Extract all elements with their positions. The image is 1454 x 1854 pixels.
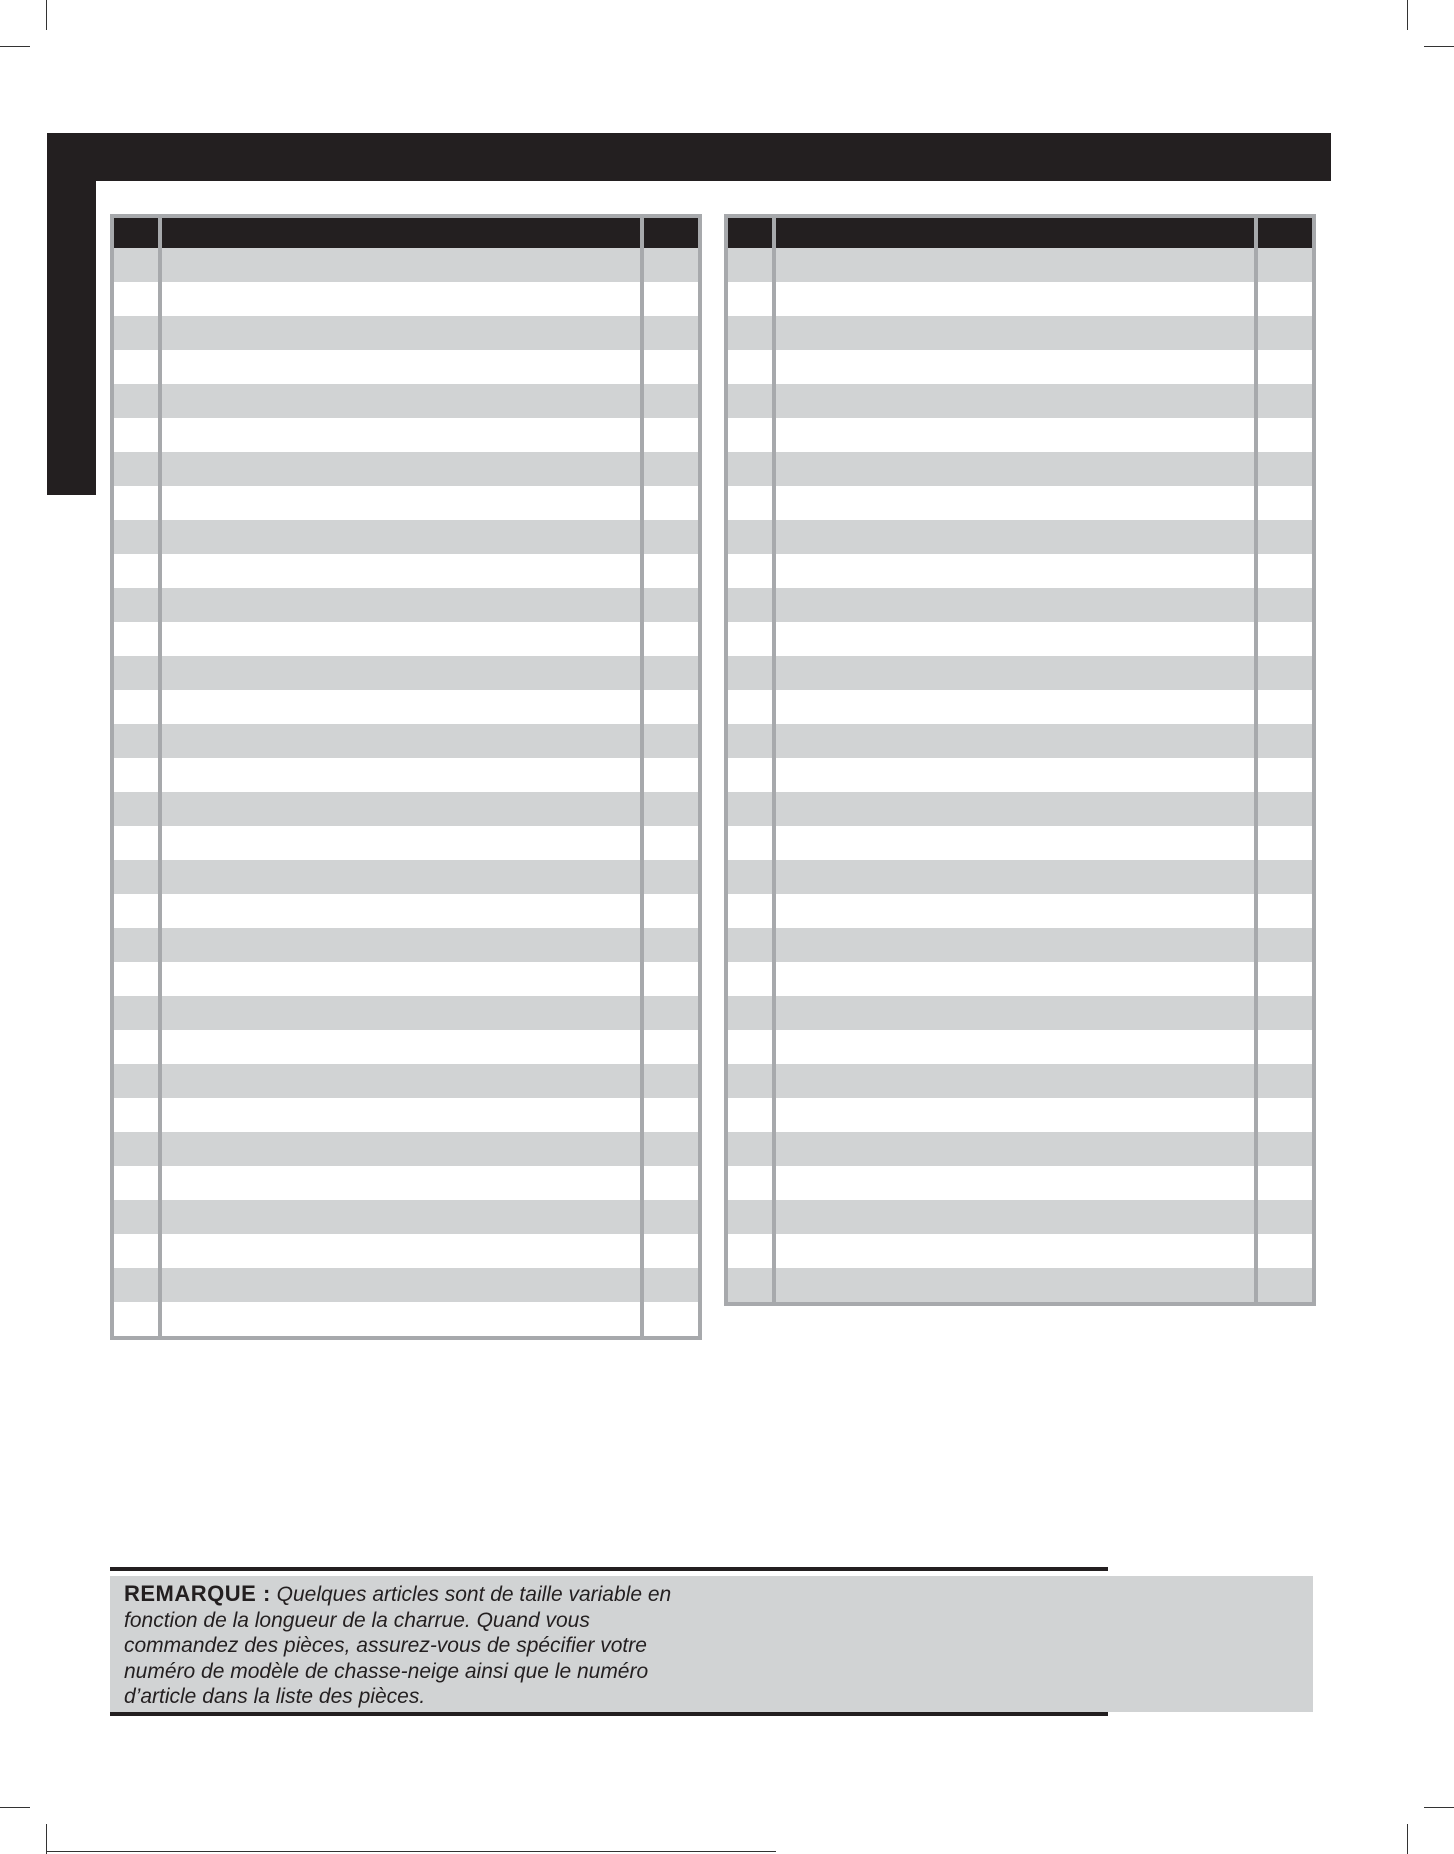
- cell-item: [726, 384, 774, 418]
- table-row: [726, 1098, 1314, 1132]
- table-row: [112, 1030, 700, 1064]
- trim-line: [46, 1851, 776, 1852]
- table-row: [112, 996, 700, 1030]
- parts-table-left: [110, 214, 702, 1340]
- cell-qty: [1256, 418, 1314, 452]
- table-row: [726, 1200, 1314, 1234]
- cell-description: [774, 1268, 1255, 1304]
- cell-description: [160, 622, 641, 656]
- cell-item: [112, 622, 160, 656]
- cell-qty: [642, 758, 700, 792]
- cell-item: [112, 1132, 160, 1166]
- table-row: [726, 1064, 1314, 1098]
- table-row: [726, 588, 1314, 622]
- cell-qty: [642, 622, 700, 656]
- cell-description: [160, 1200, 641, 1234]
- cell-description: [160, 1098, 641, 1132]
- cell-description: [774, 996, 1255, 1030]
- cell-item: [112, 1166, 160, 1200]
- cell-description: [160, 588, 641, 622]
- cell-qty: [1256, 282, 1314, 316]
- table-row: [112, 282, 700, 316]
- cell-qty: [1256, 724, 1314, 758]
- cell-item: [112, 588, 160, 622]
- cell-item: [726, 316, 774, 350]
- cell-description: [774, 1166, 1255, 1200]
- cell-qty: [1256, 826, 1314, 860]
- table-row: [112, 656, 700, 690]
- cell-item: [726, 248, 774, 282]
- crop-mark: [46, 1824, 47, 1854]
- cell-description: [774, 520, 1255, 554]
- table-header-row: [726, 216, 1314, 248]
- cell-item: [726, 350, 774, 384]
- cell-item: [726, 1030, 774, 1064]
- cell-description: [160, 656, 641, 690]
- cell-qty: [1256, 1030, 1314, 1064]
- cell-item: [112, 350, 160, 384]
- table-row: [726, 248, 1314, 282]
- table-row: [112, 554, 700, 588]
- note-text: [124, 1581, 704, 1710]
- cell-item: [726, 894, 774, 928]
- cell-qty: [642, 724, 700, 758]
- cell-description: [774, 1200, 1255, 1234]
- header-cell-description: [160, 216, 641, 248]
- header-cell-qty: [1256, 216, 1314, 248]
- table-row: [112, 350, 700, 384]
- cell-item: [726, 996, 774, 1030]
- cell-qty: [642, 588, 700, 622]
- table-row: [726, 316, 1314, 350]
- cell-description: [160, 860, 641, 894]
- table-row: [112, 486, 700, 520]
- cell-qty: [642, 282, 700, 316]
- cell-description: [774, 690, 1255, 724]
- table-row: [726, 826, 1314, 860]
- cell-item: [726, 792, 774, 826]
- cell-item: [726, 1132, 774, 1166]
- table-row: [112, 1234, 700, 1268]
- table-row: [112, 792, 700, 826]
- side-tab-bar: [47, 133, 96, 495]
- cell-item: [112, 792, 160, 826]
- cell-item: [726, 418, 774, 452]
- cell-item: [112, 554, 160, 588]
- cell-qty: [642, 1302, 700, 1338]
- cell-description: [774, 588, 1255, 622]
- cell-qty: [642, 350, 700, 384]
- cell-description: [160, 1268, 641, 1302]
- table-row: [726, 894, 1314, 928]
- cell-qty: [1256, 928, 1314, 962]
- cell-qty: [1256, 486, 1314, 520]
- cell-description: [774, 486, 1255, 520]
- cell-item: [726, 1268, 774, 1304]
- cell-qty: [1256, 350, 1314, 384]
- note-bottom-rule: [110, 1712, 1108, 1716]
- cell-item: [726, 1234, 774, 1268]
- cell-description: [774, 962, 1255, 996]
- cell-qty: [1256, 622, 1314, 656]
- cell-item: [112, 486, 160, 520]
- cell-item: [726, 622, 774, 656]
- cell-item: [726, 690, 774, 724]
- cell-description: [160, 928, 641, 962]
- cell-item: [726, 758, 774, 792]
- cell-item: [726, 520, 774, 554]
- cell-description: [774, 384, 1255, 418]
- cell-description: [160, 758, 641, 792]
- cell-description: [160, 1234, 641, 1268]
- cell-qty: [1256, 656, 1314, 690]
- cell-description: [774, 758, 1255, 792]
- cell-item: [726, 1166, 774, 1200]
- cell-qty: [1256, 1268, 1314, 1304]
- table-row: [726, 520, 1314, 554]
- cell-qty: [642, 384, 700, 418]
- table-row: [112, 622, 700, 656]
- cell-description: [774, 1064, 1255, 1098]
- table-row: [726, 724, 1314, 758]
- cell-item: [112, 1030, 160, 1064]
- table-row: [112, 690, 700, 724]
- cell-item: [726, 588, 774, 622]
- note-label: REMARQUE :: [124, 1581, 271, 1606]
- table-row: [112, 316, 700, 350]
- cell-description: [774, 554, 1255, 588]
- table-row: [726, 486, 1314, 520]
- header-cell-qty: [642, 216, 700, 248]
- table-row: [112, 1302, 700, 1338]
- cell-item: [112, 894, 160, 928]
- cell-item: [726, 962, 774, 996]
- cell-description: [774, 316, 1255, 350]
- cell-qty: [1256, 1132, 1314, 1166]
- cell-item: [726, 1098, 774, 1132]
- table-row: [112, 724, 700, 758]
- cell-description: [774, 860, 1255, 894]
- table-row: [726, 656, 1314, 690]
- crop-mark: [1407, 0, 1408, 30]
- cell-qty: [1256, 1234, 1314, 1268]
- cell-item: [726, 724, 774, 758]
- cell-qty: [1256, 520, 1314, 554]
- cell-qty: [642, 690, 700, 724]
- cell-item: [112, 928, 160, 962]
- cell-description: [774, 894, 1255, 928]
- crop-mark: [0, 1807, 30, 1808]
- cell-description: [160, 894, 641, 928]
- cell-description: [160, 350, 641, 384]
- cell-qty: [642, 1200, 700, 1234]
- table-row: [726, 1132, 1314, 1166]
- cell-qty: [642, 316, 700, 350]
- header-cell-item: [112, 216, 160, 248]
- cell-description: [160, 486, 641, 520]
- cell-description: [160, 452, 641, 486]
- table-row: [112, 1098, 700, 1132]
- cell-description: [774, 350, 1255, 384]
- cell-item: [112, 1098, 160, 1132]
- cell-item: [112, 1302, 160, 1338]
- table-row: [112, 1166, 700, 1200]
- cell-qty: [1256, 248, 1314, 282]
- cell-item: [112, 962, 160, 996]
- cell-qty: [1256, 996, 1314, 1030]
- table-row: [112, 1200, 700, 1234]
- table-row: [112, 384, 700, 418]
- cell-item: [112, 656, 160, 690]
- table-row: [726, 418, 1314, 452]
- cell-item: [726, 826, 774, 860]
- cell-description: [160, 384, 641, 418]
- cell-qty: [642, 928, 700, 962]
- table-row: [726, 350, 1314, 384]
- cell-qty: [642, 248, 700, 282]
- cell-item: [112, 724, 160, 758]
- cell-description: [160, 1302, 641, 1338]
- cell-item: [112, 384, 160, 418]
- table-row: [726, 384, 1314, 418]
- cell-item: [726, 282, 774, 316]
- cell-qty: [642, 1030, 700, 1064]
- cell-qty: [642, 962, 700, 996]
- cell-qty: [1256, 860, 1314, 894]
- crop-mark: [1424, 46, 1454, 47]
- cell-item: [726, 928, 774, 962]
- table-row: [726, 962, 1314, 996]
- table-row: [112, 962, 700, 996]
- cell-qty: [642, 1098, 700, 1132]
- crop-mark: [1407, 1824, 1408, 1854]
- cell-item: [112, 1268, 160, 1302]
- header-cell-item: [726, 216, 774, 248]
- cell-item: [112, 826, 160, 860]
- cell-qty: [642, 826, 700, 860]
- table-row: [112, 1268, 700, 1302]
- table-row: [726, 860, 1314, 894]
- cell-description: [160, 996, 641, 1030]
- table-row: [726, 996, 1314, 1030]
- cell-qty: [1256, 1098, 1314, 1132]
- table-body: [112, 248, 700, 1338]
- note-box: [110, 1576, 1313, 1712]
- cell-description: [160, 520, 641, 554]
- cell-description: [160, 690, 641, 724]
- header-cell-description: [774, 216, 1255, 248]
- cell-description: [160, 1166, 641, 1200]
- table-row: [726, 690, 1314, 724]
- cell-item: [726, 554, 774, 588]
- cell-description: [774, 792, 1255, 826]
- cell-item: [112, 860, 160, 894]
- cell-description: [160, 962, 641, 996]
- cell-description: [774, 656, 1255, 690]
- table-row: [726, 1234, 1314, 1268]
- cell-qty: [1256, 792, 1314, 826]
- cell-description: [160, 1132, 641, 1166]
- cell-qty: [642, 996, 700, 1030]
- cell-description: [774, 1098, 1255, 1132]
- cell-qty: [642, 520, 700, 554]
- table-row: [112, 418, 700, 452]
- cell-item: [112, 452, 160, 486]
- cell-description: [160, 248, 641, 282]
- table-row: [726, 758, 1314, 792]
- table-row: [112, 452, 700, 486]
- cell-item: [726, 656, 774, 690]
- cell-qty: [642, 1234, 700, 1268]
- cell-description: [774, 928, 1255, 962]
- cell-item: [726, 452, 774, 486]
- cell-qty: [642, 1132, 700, 1166]
- table-row: [726, 554, 1314, 588]
- cell-description: [160, 282, 641, 316]
- table-row: [726, 452, 1314, 486]
- cell-qty: [642, 554, 700, 588]
- cell-qty: [642, 656, 700, 690]
- crop-mark: [46, 0, 47, 30]
- cell-qty: [642, 452, 700, 486]
- cell-description: [774, 1132, 1255, 1166]
- cell-description: [774, 248, 1255, 282]
- table-row: [112, 1064, 700, 1098]
- cell-item: [112, 282, 160, 316]
- cell-qty: [1256, 894, 1314, 928]
- cell-qty: [1256, 1064, 1314, 1098]
- table-row: [112, 248, 700, 282]
- table-row: [112, 758, 700, 792]
- cell-qty: [1256, 588, 1314, 622]
- table-row: [726, 622, 1314, 656]
- cell-description: [774, 282, 1255, 316]
- table-row: [726, 1268, 1314, 1304]
- cell-item: [726, 1200, 774, 1234]
- table-row: [112, 588, 700, 622]
- cell-description: [160, 826, 641, 860]
- cell-item: [112, 996, 160, 1030]
- cell-qty: [642, 792, 700, 826]
- cell-qty: [1256, 690, 1314, 724]
- cell-qty: [1256, 1166, 1314, 1200]
- cell-qty: [1256, 452, 1314, 486]
- note-body: Quelques articles sont de taille variable en fonction de la longueur de la charrue. Quand vous commandez des pièces, assurez-vous de spécifier votre numéro de modèle de chasse-neige ainsi que le numéro d’article dans la liste des pièces.: [124, 1583, 672, 1708]
- table-row: [726, 792, 1314, 826]
- cell-item: [112, 248, 160, 282]
- cell-description: [774, 724, 1255, 758]
- cell-qty: [1256, 758, 1314, 792]
- cell-item: [112, 1064, 160, 1098]
- table-row: [726, 282, 1314, 316]
- cell-qty: [642, 894, 700, 928]
- cell-description: [774, 1030, 1255, 1064]
- cell-qty: [1256, 1200, 1314, 1234]
- cell-item: [112, 520, 160, 554]
- table-row: [112, 1132, 700, 1166]
- cell-description: [774, 418, 1255, 452]
- cell-item: [112, 316, 160, 350]
- crop-mark: [0, 46, 30, 47]
- table-body: [726, 248, 1314, 1304]
- cell-item: [726, 1064, 774, 1098]
- cell-description: [160, 1064, 641, 1098]
- crop-mark: [1424, 1807, 1454, 1808]
- cell-item: [112, 690, 160, 724]
- cell-item: [112, 758, 160, 792]
- header-banner: [47, 133, 1331, 181]
- note-top-rule: [110, 1567, 1108, 1571]
- cell-description: [774, 452, 1255, 486]
- cell-qty: [1256, 316, 1314, 350]
- cell-qty: [1256, 554, 1314, 588]
- cell-qty: [1256, 962, 1314, 996]
- table-header-row: [112, 216, 700, 248]
- cell-description: [160, 418, 641, 452]
- table-row: [726, 1166, 1314, 1200]
- cell-item: [112, 418, 160, 452]
- table-row: [112, 928, 700, 962]
- table-row: [112, 520, 700, 554]
- cell-item: [726, 486, 774, 520]
- cell-description: [160, 1030, 641, 1064]
- table-row: [726, 1030, 1314, 1064]
- table-row: [726, 928, 1314, 962]
- cell-qty: [642, 418, 700, 452]
- cell-qty: [642, 1064, 700, 1098]
- cell-description: [774, 826, 1255, 860]
- cell-item: [112, 1200, 160, 1234]
- cell-description: [160, 792, 641, 826]
- cell-qty: [642, 860, 700, 894]
- cell-qty: [642, 1268, 700, 1302]
- table-row: [112, 826, 700, 860]
- table-row: [112, 894, 700, 928]
- table-row: [112, 860, 700, 894]
- cell-description: [774, 622, 1255, 656]
- cell-description: [160, 554, 641, 588]
- cell-qty: [1256, 384, 1314, 418]
- cell-item: [112, 1234, 160, 1268]
- cell-qty: [642, 486, 700, 520]
- cell-description: [774, 1234, 1255, 1268]
- cell-description: [160, 724, 641, 758]
- parts-table-right: [724, 214, 1316, 1306]
- cell-qty: [642, 1166, 700, 1200]
- cell-description: [160, 316, 641, 350]
- cell-item: [726, 860, 774, 894]
